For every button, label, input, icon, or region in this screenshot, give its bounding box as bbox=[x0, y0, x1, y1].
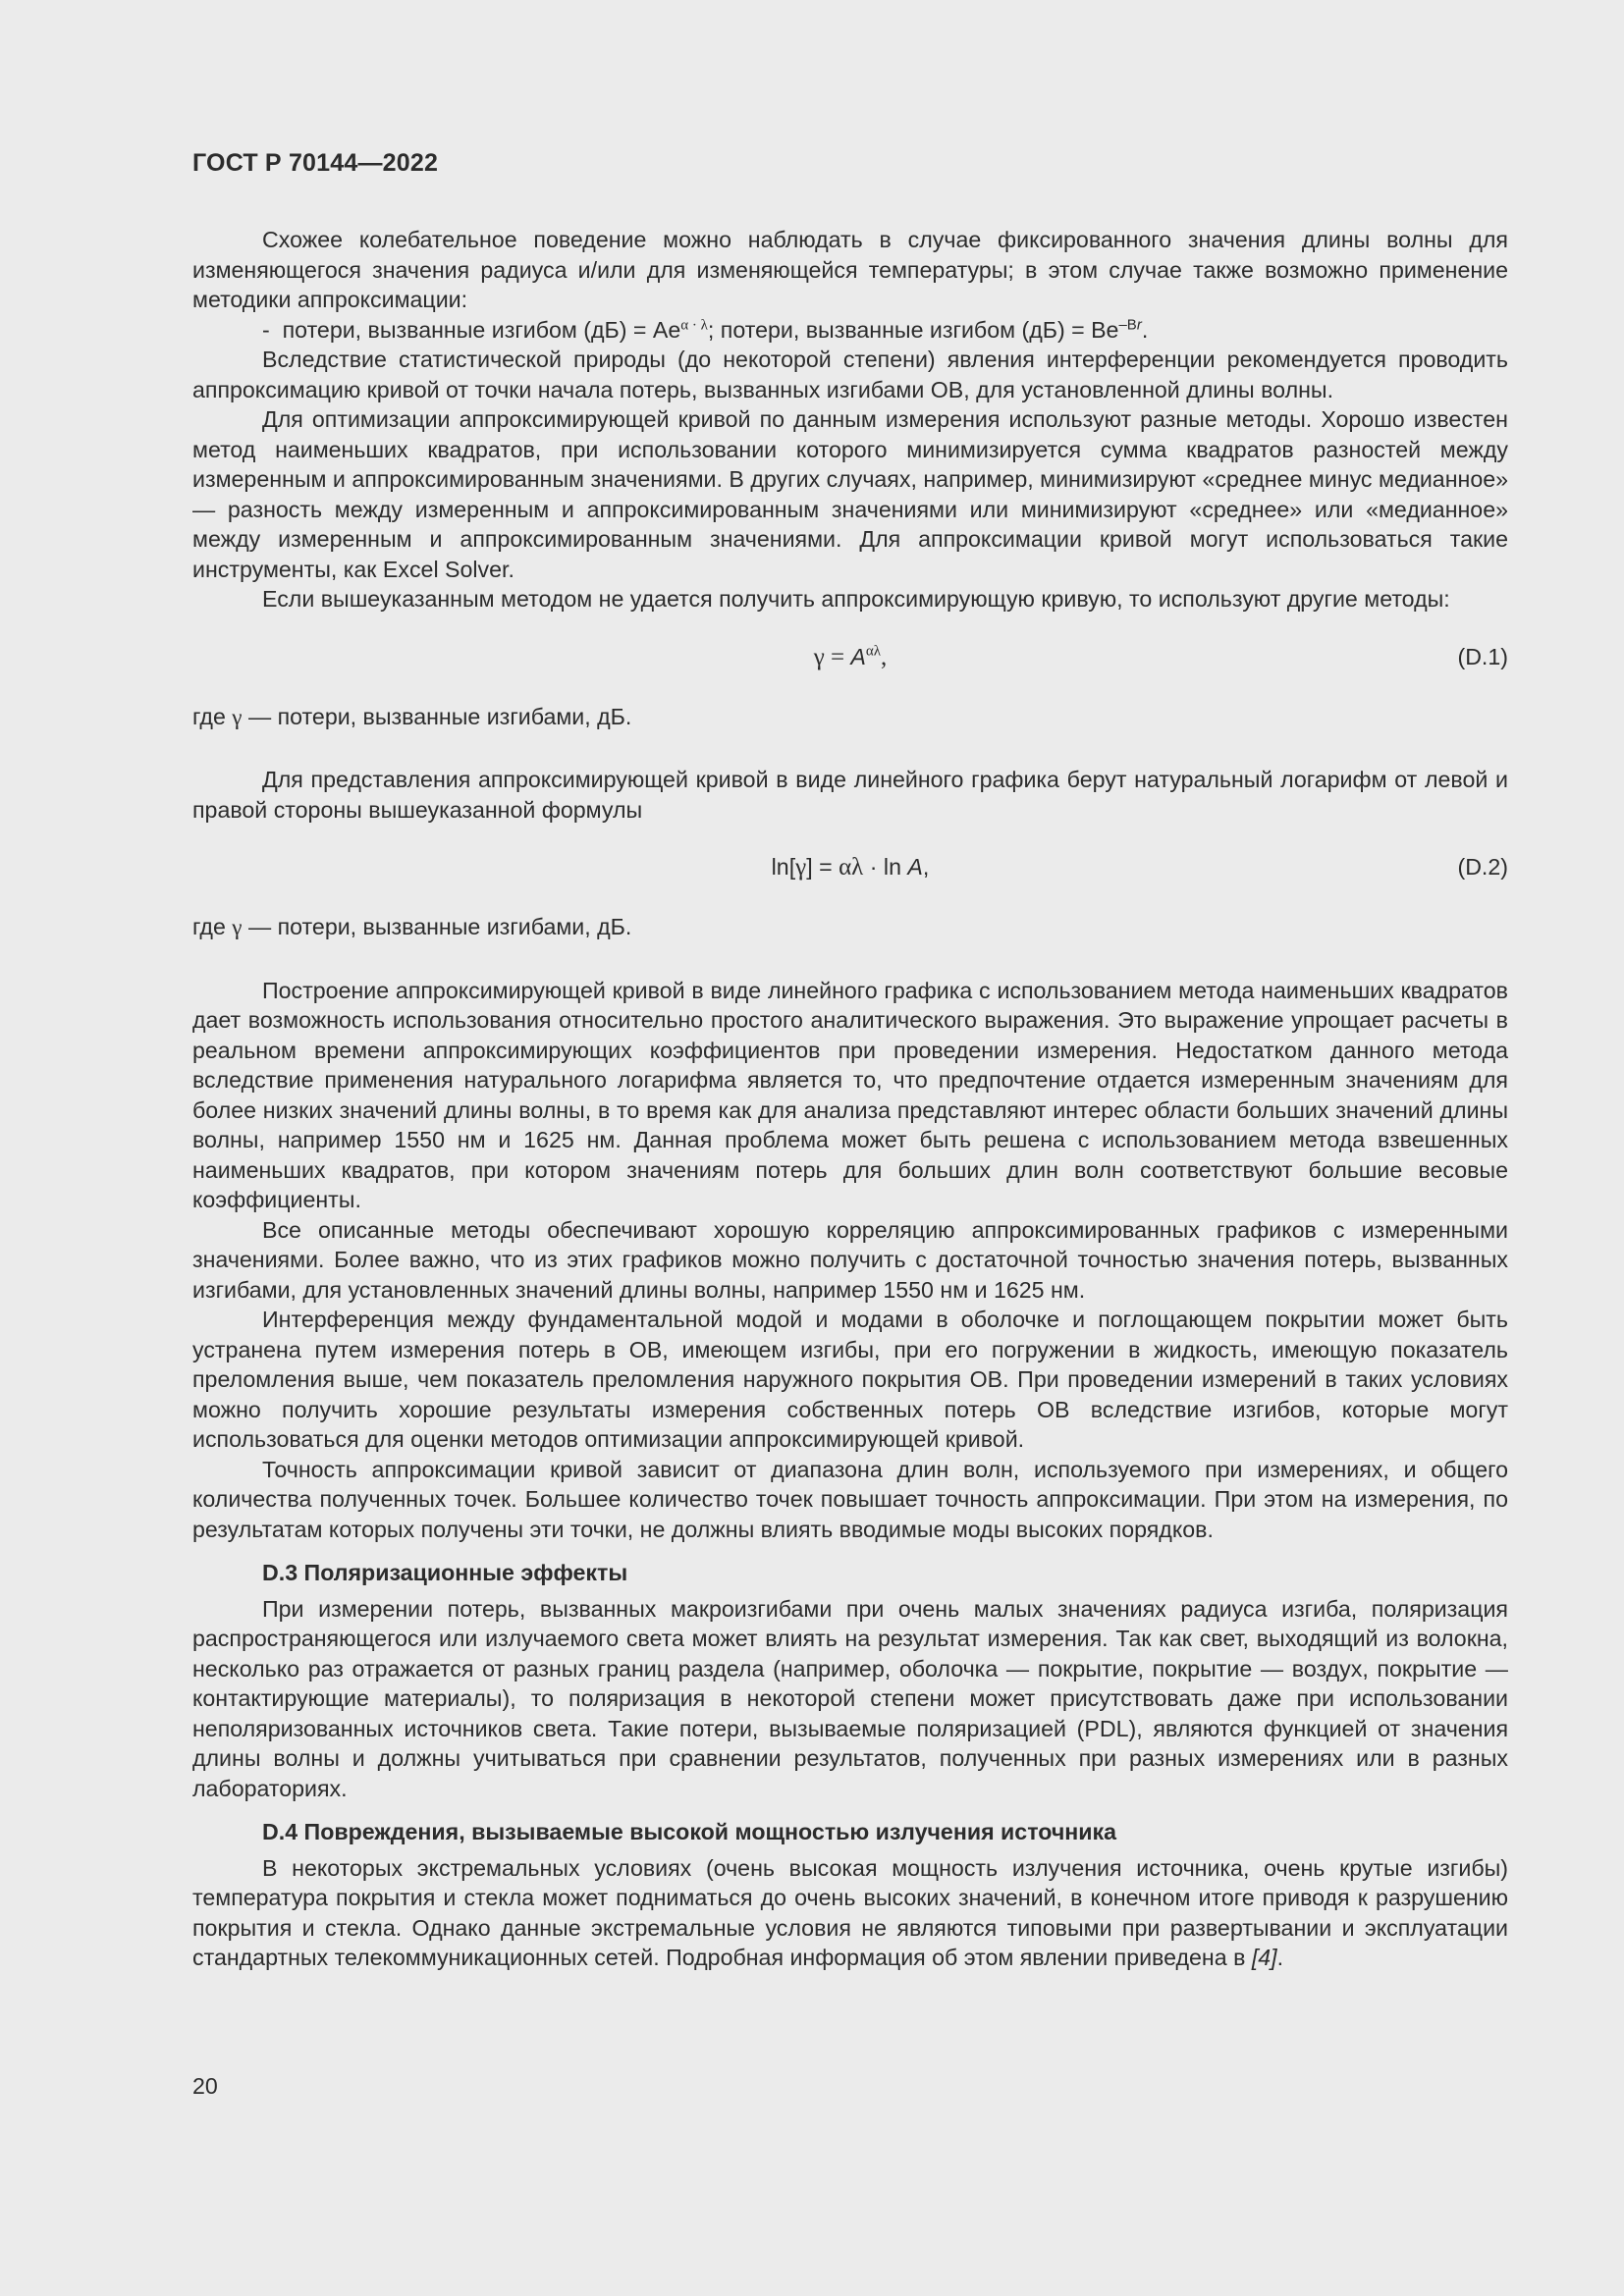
exponent-2-base: –B bbox=[1118, 315, 1137, 333]
where-prefix: где bbox=[192, 914, 233, 939]
ln-open: ln[ bbox=[771, 854, 796, 880]
where-text: — потери, вызванные изгибами, дБ. bbox=[242, 914, 632, 939]
exponent-2 bbox=[1118, 316, 1141, 333]
where-text: — потери, вызванные изгибами, дБ. bbox=[242, 703, 632, 729]
formula-d1-number: (D.1) bbox=[1457, 643, 1508, 669]
comma: , bbox=[881, 643, 888, 670]
paragraph: Построение аппроксимирующей кривой в виде линейного графика с использованием метода наименьших квадратов дает возможность использования относительно простого аналитического выражения. Это выражение упрощает расчеты в реальном времени аппроксимирующих коэффициентов при проведении измерения. Недостатком данного метода вследствие применения натурального логарифма является то, что предпочтение отдается измеренным значениям для более низких значений длины волны, в то время как для анализа представляют интерес области больших значений длины волны, например 1550 нм и 1625 нм. Данная проблема может быть решена с использованием метода взвешенных наименьших квадратов, при котором значениям потерь для больших длин волн соответствуют большие весовые коэффициенты. bbox=[192, 977, 1508, 1212]
gamma-symbol: γ bbox=[232, 704, 243, 730]
exponent: αλ bbox=[865, 643, 882, 660]
document-page bbox=[192, 147, 1508, 1973]
where-clause bbox=[192, 912, 1508, 943]
paragraph: Интерференция между фундаментальной модой и модами в оболочке и поглощающем покрытии может быть устранена путем измерения потерь в ОВ, имеющем изгибы, при его погружении в жидкость, имеющую показатель преломления выше, чем показатель преломления наружного покрытия ОВ. При проведении измерений в таких условиях можно получить хорошие результаты измерения собственных потерь ОВ вследствие изгибов, которые могут использоваться для оценки методов оптимизации аппроксимирующей кривой. bbox=[192, 1307, 1508, 1452]
section-title-d3: D.3 Поляризационные эффекты bbox=[262, 1560, 628, 1585]
gamma-symbol: γ bbox=[232, 915, 243, 940]
page-number: 20 bbox=[192, 2073, 218, 2099]
paragraph-text: В некоторых экстремальных условиях (очень высокая мощность излучения источника, очень крутые изгибы) температура покрытия и стекла может подниматься до очень высоких значений, в конечном итоге приводя к разрушению покрытия и стекла. Однако данные экстремальные условия не являются типовыми при развертывании и эксплуатации стандартных телекоммуникационных сетей. Подробная информация об этом явлении приведена в bbox=[192, 1854, 1508, 1970]
section-title-d4: D.4 Повреждения, вызываемые высокой мощностью излучения источника bbox=[262, 1819, 1117, 1844]
ln-close-equals: ] = bbox=[806, 854, 839, 880]
formula-d1-expression bbox=[814, 642, 888, 673]
paragraph: Для представления аппроксимирующей кривой в виде линейного графика берут натуральный логарифм от левой и правой стороны вышеуказанной формулы bbox=[192, 767, 1508, 823]
formula-d2 bbox=[192, 852, 1508, 882]
gamma-symbol: γ bbox=[813, 643, 825, 670]
bullet-item bbox=[192, 315, 1508, 346]
where-prefix: где bbox=[192, 703, 233, 729]
comma: , bbox=[922, 854, 930, 880]
bullet-text-1: потери, вызванные изгибом (дБ) = Ae bbox=[282, 316, 681, 343]
gamma-symbol: γ bbox=[795, 854, 807, 881]
paragraph: Схожее колебательное поведение можно наблюдать в случае фиксированного значения длины волны для изменяющегося значения радиуса и/или для изменяющейся температуры; в этом случае также возможно применение методики аппроксимации: bbox=[192, 227, 1508, 312]
alpha-lambda: αλ bbox=[839, 854, 864, 881]
paragraph: Вследствие статистической природы (до некоторой степени) явления интерференции рекомендуется проводить аппроксимацию кривой от точки начала потерь, вызванных изгибами ОВ, для установленной длины волны. bbox=[192, 347, 1508, 402]
document-header: ГОСТ Р 70144—2022 bbox=[192, 149, 439, 177]
paragraph: Точность аппроксимации кривой зависит от диапазона длин волн, используемого при измерениях, и общего количества полученных точек. Большее количество точек повышает точность аппроксимации. При этом на измерения, по результатам которых получены эти точки, не должны влиять вводимые моды высоких порядков. bbox=[192, 1456, 1508, 1542]
paragraph: При измерении потерь, вызванных макроизгибами при очень малых значениях радиуса изгиба, поляризация распространяющегося или излучаемого света может влиять на результат измерения. Так как свет, выходящий из волокна, несколько раз отражается от разных границ раздела (например, оболочка — покрытие, покрытие — воздух, покрытие — контактирующие материалы), то поляризация в некоторой степени может присутствовать даже при использовании неполяризованных источников света. Такие потери, вызываемые поляризацией (PDL), являются функцией от значения длины волны и должны учитываться при сравнении результатов, полученных при разных измерениях или в разных лабораториях. bbox=[192, 1595, 1508, 1801]
bullet-text-3: . bbox=[1141, 316, 1149, 343]
equals-sign: = bbox=[824, 643, 851, 670]
paragraph: Если вышеуказанным методом не удается получить аппроксимирующую кривую, то используют другие методы: bbox=[262, 586, 1450, 612]
dot-ln: · ln bbox=[863, 854, 908, 880]
formula-d2-number: (D.2) bbox=[1457, 854, 1508, 880]
exponent-2-var: r bbox=[1136, 315, 1142, 333]
formula-d2-expression bbox=[772, 852, 930, 883]
formula-d1 bbox=[192, 642, 1508, 672]
exponent-1: α · λ bbox=[680, 316, 708, 333]
period: . bbox=[1276, 1945, 1284, 1970]
where-clause bbox=[192, 702, 1508, 733]
variable-a: A bbox=[850, 643, 866, 669]
variable-a: A bbox=[907, 854, 923, 880]
paragraph: Все описанные методы обеспечивают хорошую корреляцию аппроксимированных графиков с измеренными значениями. Более важно, что из этих графиков можно получить с достаточной точностью значения потерь, вызванных изгибами, для установленных значений длины волны, например 1550 нм и 1625 нм. bbox=[192, 1216, 1508, 1303]
paragraph: Для оптимизации аппроксимирующей кривой по данным измерения используют разные методы. Хорошо известен метод наименьших квадратов, при использовании которого минимизируется сумма квадратов разностей между измеренным и аппроксимированным значениями. В других случаях, например, минимизируют «среднее минус медианное» — разность между измеренным и аппроксимированным значениями или минимизируют «среднее» или «медианное» между измеренным и аппроксимированным значениями. Для аппроксимации кривой могут использоваться такие инструменты, как Excel Solver. bbox=[192, 406, 1508, 582]
bullet-dash: - bbox=[262, 316, 270, 343]
reference-link: [4] bbox=[1251, 1945, 1277, 1970]
paragraph bbox=[192, 1853, 1508, 1973]
bullet-text-2: ; потери, вызванные изгибом (дБ) = Be bbox=[707, 316, 1119, 343]
